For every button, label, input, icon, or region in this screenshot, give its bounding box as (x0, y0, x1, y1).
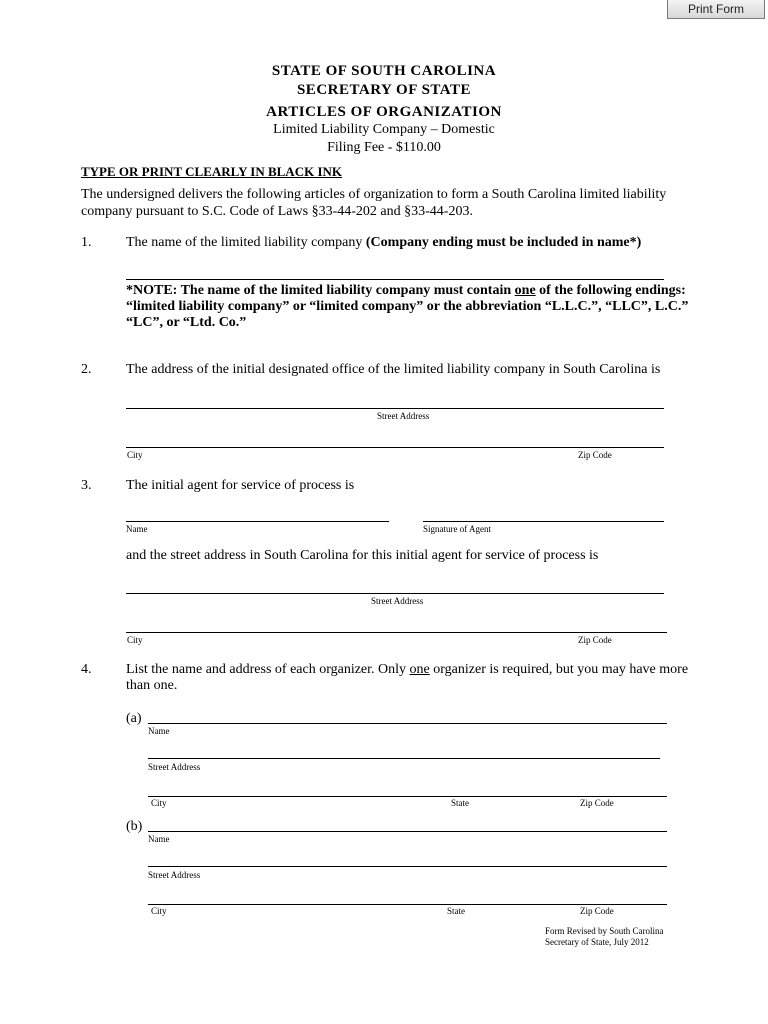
note-line3: “LC”, or “Ltd. Co.” (126, 315, 247, 330)
agent-name-field[interactable] (126, 521, 389, 522)
organizer-a-city-label: City (151, 798, 167, 808)
intro-text-line2: company pursuant to S.C. Code of Laws §33-44-202 and §33-44-203. (81, 204, 473, 219)
organizer-b-name-label: Name (148, 834, 170, 844)
office-heading: SECRETARY OF STATE (296, 82, 472, 98)
organizer-b-street-field[interactable] (148, 866, 667, 867)
item-1-text (126, 235, 641, 251)
llc-name-field[interactable] (126, 279, 664, 280)
print-form-button[interactable]: Print Form (667, 0, 765, 19)
organizer-a-name-label: Name (148, 726, 170, 736)
item-1-label: The name of the limited liability company (126, 235, 366, 250)
organizer-b-city-field[interactable] (148, 904, 667, 905)
footer-revised-line1: Form Revised by South Carolina (545, 926, 664, 936)
agent-zip-label: Zip Code (578, 635, 612, 645)
item-4-text-line2: than one. (126, 678, 178, 693)
agent-signature-field[interactable] (423, 521, 664, 522)
agent-street-label: Street Address (371, 596, 424, 606)
filing-fee: Filing Fee - $110.00 (327, 140, 441, 155)
item-1-number: 1. (81, 235, 92, 250)
organizer-a-state-label: State (451, 798, 469, 808)
item-4-number: 4. (81, 662, 92, 677)
item-3-number: 3. (81, 478, 92, 493)
organizer-a-street-label: Street Address (148, 762, 201, 772)
note-line1-end: of the following endings: (535, 283, 686, 298)
ink-instructions: TYPE OR PRINT CLEARLY IN BLACK INK (81, 164, 343, 179)
item-4-text (126, 662, 688, 678)
item-2-text: The address of the initial designated office of the limited liability company in South Carolina is (126, 362, 661, 377)
office-street-field[interactable] (126, 408, 664, 409)
agent-signature-label: Signature of Agent (423, 524, 491, 534)
form-title: ARTICLES OF ORGANIZATION (266, 104, 502, 120)
organizer-b-zip-label: Zip Code (580, 906, 614, 916)
state-heading: STATE OF SOUTH CAROLINA (271, 63, 497, 79)
office-zip-label: Zip Code (578, 450, 612, 460)
organizer-b-street-label: Street Address (148, 870, 201, 880)
organizer-b-state-label: State (447, 906, 465, 916)
footer-revised-line2: Secretary of State, July 2012 (545, 937, 649, 947)
organizer-b-city-label: City (151, 906, 167, 916)
note-line1 (126, 283, 686, 299)
item-4-emphasis: one (409, 662, 430, 677)
agent-city-zip-field[interactable] (126, 632, 667, 633)
organizer-a-city-field[interactable] (148, 796, 667, 797)
agent-address-text: and the street address in South Carolina for this initial agent for service of process is (126, 548, 599, 563)
form-subtitle: Limited Liability Company – Domestic (273, 122, 495, 137)
item-4-text-start: List the name and address of each organizer. Only (126, 662, 410, 677)
item-4-text-end: organizer is required, but you may have more (429, 662, 689, 677)
organizer-a-street-field[interactable] (148, 758, 660, 759)
organizer-a-name-field[interactable] (148, 723, 667, 724)
item-3-text: The initial agent for service of process is (126, 478, 355, 493)
organizer-b-name-field[interactable] (148, 831, 667, 832)
agent-street-field[interactable] (126, 593, 664, 594)
note-line1-start: *NOTE: The name of the limited liability company must contain (126, 283, 515, 298)
office-city-label: City (127, 450, 143, 460)
item-1-ending-note: (Company ending must be included in name*) (365, 235, 642, 250)
office-city-zip-field[interactable] (126, 447, 664, 448)
intro-text-line1: The undersigned delivers the following articles of organization to form a South Carolina limited liability (81, 187, 667, 202)
organizer-b-letter: (b) (126, 819, 143, 834)
agent-city-label: City (127, 635, 143, 645)
organizer-a-zip-label: Zip Code (580, 798, 614, 808)
agent-name-label: Name (126, 524, 148, 534)
office-street-label: Street Address (377, 411, 430, 421)
organizer-a-letter: (a) (126, 711, 142, 726)
item-2-number: 2. (81, 362, 92, 377)
note-line1-emphasis: one (514, 283, 536, 298)
note-line2: “limited liability company” or “limited company” or the abbreviation “L.L.C.”, “LLC”, L.C.” (126, 299, 689, 314)
